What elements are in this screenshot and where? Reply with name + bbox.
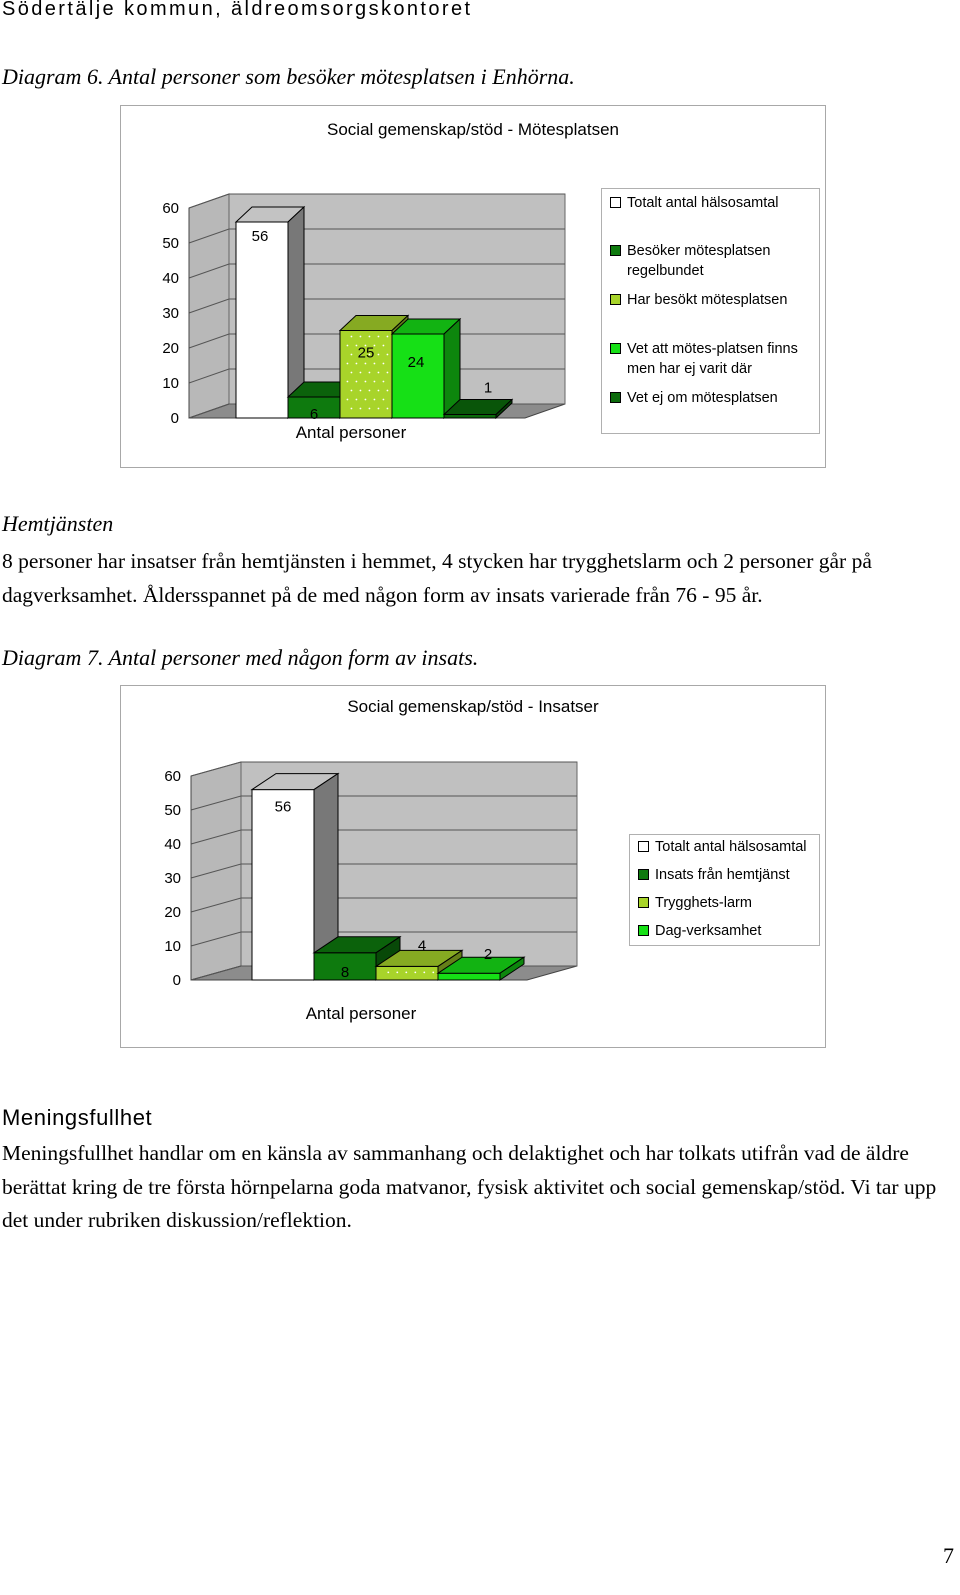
diagram-7-caption: Diagram 7. Antal personer med någon form av insats. (2, 645, 479, 670)
legend-swatch (610, 245, 621, 256)
legend-label: Vet ej om mötesplatsen (627, 390, 778, 406)
paragraph-meningsfullhet: Meningsfullhet handlar om en känsla av sammanhang och delaktighet och har tolkats utifrån vad de äldre berättat kring de tre första hörnpelarna goda matvanor, fysisk aktivitet och social gemenskap/stöd. Vi tar upp det under rubriken diskussion/reflektion. (2, 1141, 937, 1232)
chart-insatser (120, 685, 826, 1048)
legend-label: Totalt antal hälsosamtal (655, 839, 807, 855)
y-tick-label: 30 (164, 870, 181, 887)
data-label-1: 56 (251, 228, 269, 245)
bar-1 (236, 222, 288, 418)
document-header: Södertälje kommun, äldreomsorgskontoret (2, 0, 473, 20)
legend-label: Trygghets-larm (655, 895, 752, 911)
y-tick-label: 0 (172, 972, 181, 989)
legend-swatch (638, 897, 649, 908)
legend-swatch (610, 392, 621, 403)
legend-item-4 (638, 921, 814, 941)
chart-motesplatsen (120, 105, 826, 468)
paragraph-hemtjansten: 8 personer har insatser från hemtjänsten i hemmet, 4 stycken har trygghetslarm och 2 personer går på dagverksamhet. Åldersspannet på de med någon form av insats varierade från 76 - 95 år. (2, 549, 872, 607)
legend-item-2 (610, 241, 814, 281)
y-tick-label: 60 (164, 768, 181, 785)
legend-swatch (638, 841, 649, 852)
legend-label: Totalt antal hälsosamtal (627, 195, 779, 211)
chart-legend (629, 834, 820, 946)
diagram-6-caption: Diagram 6. Antal personer som besöker mötesplatsen i Enhörna. (2, 64, 575, 89)
data-label-2: 6 (309, 406, 319, 423)
y-tick-label: 10 (162, 375, 179, 392)
data-label-3: 25 (357, 344, 375, 362)
y-tick-label: 40 (164, 836, 181, 853)
x-axis-label: Antal personer (295, 423, 407, 442)
legend-item-2 (638, 865, 814, 885)
y-tick-label: 50 (162, 235, 179, 252)
y-tick-label: 40 (162, 270, 179, 287)
y-tick-label: 20 (162, 340, 179, 357)
legend-item-1 (638, 837, 814, 857)
legend-label: Insats från hemtjänst (655, 867, 790, 883)
legend-label: Dag-verksamhet (655, 923, 762, 939)
y-tick-label: 30 (162, 305, 179, 322)
bar-4 (438, 973, 500, 980)
chart-legend (601, 188, 820, 434)
y-tick-label: 10 (164, 938, 181, 955)
bar-1 (252, 790, 314, 980)
section-heading-meningsfullhet: Meningsfullhet (2, 1105, 153, 1130)
y-tick-label: 20 (164, 904, 181, 921)
data-label-2: 8 (340, 963, 350, 981)
legend-item-5 (610, 388, 814, 408)
y-tick-label: 60 (162, 200, 179, 217)
legend-item-3 (610, 290, 814, 310)
legend-label: Vet att mötes-platsen finns men har ej varit där (627, 341, 798, 377)
legend-swatch (610, 294, 621, 305)
data-label-1: 56 (274, 798, 292, 816)
legend-swatch (610, 343, 621, 354)
page-number: 7 (943, 1543, 954, 1568)
y-tick-label: 50 (164, 802, 181, 819)
data-label-5: 1 (483, 379, 493, 397)
chart-title: Social gemenskap/stöd - Insatser (347, 697, 599, 716)
legend-label: Besöker mötesplatsen regelbundet (627, 243, 771, 279)
legend-item-4 (610, 339, 814, 379)
legend-swatch (638, 869, 649, 880)
legend-item-1 (610, 193, 814, 213)
data-label-4: 24 (407, 354, 425, 371)
legend-swatch (638, 925, 649, 936)
bar-4 (392, 334, 444, 418)
legend-label: Har besökt mötesplatsen (627, 292, 788, 308)
chart-title: Social gemenskap/stöd - Mötesplatsen (327, 120, 619, 139)
section-heading-hemtjansten: Hemtjänsten (2, 511, 114, 536)
legend-swatch (610, 197, 621, 208)
data-label-4: 2 (483, 946, 493, 964)
x-axis-label: Antal personer (305, 1004, 417, 1023)
data-label-3: 4 (417, 937, 427, 955)
bar-3 (376, 966, 438, 980)
bar-5 (444, 415, 496, 419)
y-tick-label: 0 (170, 410, 179, 427)
legend-item-3 (638, 893, 814, 913)
